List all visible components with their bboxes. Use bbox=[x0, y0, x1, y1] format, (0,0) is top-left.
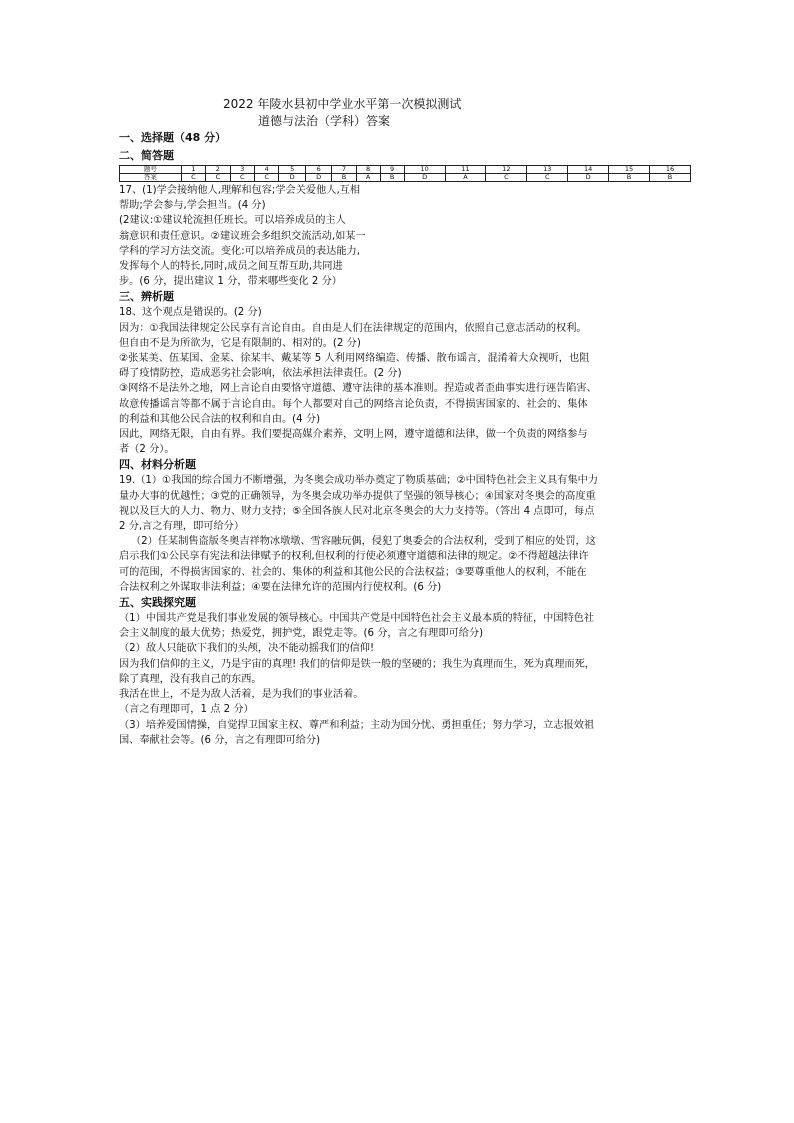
text-line: 合法权利之外谋取非法利益；④要在法律允许的范围内行使权利。(6 分) bbox=[119, 581, 442, 593]
text-line: 18、这个观点是错误的。(2 分) bbox=[119, 307, 262, 319]
table-cell-answer: B bbox=[649, 174, 690, 182]
text-line: 量办大事的优越性；③党的正确领导，为冬奥会成功举办提供了坚强的领导核心；④国家对冬奥会的高度重 bbox=[119, 490, 596, 502]
text-line: 我活在世上，不是为敌人活着，是为我们的事业活着。 bbox=[119, 689, 364, 701]
table-cell-answer: D bbox=[568, 174, 609, 182]
table-cell-number: 12 bbox=[486, 166, 527, 174]
table-cell-answer: A bbox=[356, 174, 380, 182]
table-cell-answer: C bbox=[181, 174, 205, 182]
text-line: ③网络不是法外之地，网上言论自由要恪守道德、遵守法律的基本准则。捏造或者歪曲事实进行诬告陷害、 bbox=[119, 383, 597, 395]
section-heading-1: 一、选择题（48 分） bbox=[119, 131, 227, 144]
text-line: 国、奉献社会等。(6 分，言之有理即可给分) bbox=[119, 734, 321, 746]
table-cell-number: 7 bbox=[332, 166, 356, 174]
table-cell-number: 8 bbox=[356, 166, 380, 174]
table-cell-answer: D bbox=[305, 174, 332, 182]
table-cell-number: 11 bbox=[445, 166, 486, 174]
page-title: 2022 年陵水县初中学业水平第一次模拟测试 bbox=[223, 97, 462, 111]
table-cell-number: 10 bbox=[404, 166, 445, 174]
text-line: 的利益和其他公民合法的权利和自由。(4 分) bbox=[119, 413, 321, 425]
text-line: （言之有理即可，1 点 2 分） bbox=[119, 704, 254, 716]
text-line: 者（2 分）。 bbox=[119, 444, 175, 456]
text-line: 步。(6 分，提出建议 1 分，带来哪些变化 2 分） bbox=[119, 276, 342, 288]
table-cell-number: 4 bbox=[255, 166, 279, 174]
text-line: 17、(1)学会接纳他人,理解和包容;学会关爱他人,互相 bbox=[119, 185, 361, 196]
table-cell-answer: C bbox=[230, 174, 254, 182]
table-cell-answer: B bbox=[380, 174, 404, 182]
table-cell-answer: B bbox=[609, 174, 650, 182]
question-17 bbox=[119, 183, 689, 289]
table-cell-number: 6 bbox=[305, 166, 332, 174]
table-cell-number: 14 bbox=[568, 166, 609, 174]
text-line: 19.（1）①我国的综合国力不断增强，为冬奥会成功举办奠定了物质基础；②中国特色社会主义具有集中力 bbox=[119, 475, 599, 487]
text-line: 除了真理，没有我自己的东西。 bbox=[119, 673, 262, 685]
page-subtitle: 道德与法治（学科）答案 bbox=[258, 114, 391, 128]
table-cell-number: 15 bbox=[609, 166, 650, 174]
table-cell-answer: C bbox=[486, 174, 527, 182]
text-line: （2）敌人只能砍下我们的头颅，决不能动摇我们的信仰! bbox=[119, 643, 375, 655]
text-line: （3）培养爱国情操，自觉捍卫国家主权、尊严和利益；主动为国分忧、勇担重任；努力学习，立志报效祖 bbox=[119, 719, 595, 731]
table-cell-number: 13 bbox=[527, 166, 568, 174]
text-line: (2建议:①建议轮流担任班长。可以培养成员的主人 bbox=[119, 215, 346, 227]
table-cell-answer: C bbox=[527, 174, 568, 182]
table-cell-answer: C bbox=[206, 174, 230, 182]
table-cell-answer: D bbox=[404, 174, 445, 182]
table-cell-answer: D bbox=[279, 174, 306, 182]
table-cell-number: 3 bbox=[230, 166, 254, 174]
question-19 bbox=[119, 473, 689, 595]
text-line: 启示我们①公民享有宪法和法律赋予的权利,但权利的行使必须遵守道德和法律的规定。②不得超越法律许 bbox=[119, 551, 589, 563]
text-line: 但自由不是为所欲为，它是有限制的、相对的。(2 分) bbox=[119, 337, 361, 349]
text-line: （2）任某制售盗版冬奥吉祥物冰墩墩、雪容融玩偶，侵犯了奥委会的合法权利，受到了相应的处罚，这 bbox=[131, 536, 596, 548]
section-heading-5: 五、实践探究题 bbox=[119, 596, 196, 610]
text-line: 学科的学习方法交流。变化:可以培养成员的表达能力, bbox=[119, 245, 360, 257]
table-cell-answer: C bbox=[255, 174, 279, 182]
text-line: （1）中国共产党是我们事业发展的领导核心。中国共产党是中国特色社会主义最本质的特征，中国特色社 bbox=[119, 613, 595, 625]
table-cell-number: 5 bbox=[279, 166, 306, 174]
section-heading-4: 四、材料分析题 bbox=[119, 458, 196, 472]
text-line: 碍了疫情防控，造成恶劣社会影响，依法承担法律责任。(2 分) bbox=[119, 368, 402, 380]
text-line: 因此，网络无限，自由有界。我们要提高媒介素养，文明上网，遵守道德和法律，做一个负责的网络参与 bbox=[119, 429, 588, 441]
table-cell-number: 9 bbox=[380, 166, 404, 174]
text-line: 因为：①我国法律规定公民享有言论自由。自由是人们在法律规定的范围内，依照自己意志活动的权利。 bbox=[119, 322, 587, 334]
text-line: 视以及巨大的人力、物力、财力支持；⑤全国各族人民对北京冬奥会的大力支持等。（答出 4 点即可，每点 bbox=[119, 505, 595, 517]
table-cell-number: 2 bbox=[206, 166, 230, 174]
text-line: 因为我们信仰的主义，乃是宇宙的真理! 我们的信仰是铁一般的坚硬的；我生为真理而生，死为真理而死， bbox=[119, 658, 595, 670]
table-row bbox=[120, 166, 691, 174]
question-20 bbox=[119, 611, 689, 748]
text-line: ②张某美、伍某国、金某、徐某丰、戴某等 5 人利用网络编造、传播、散布谣言，混淆着大众视听，也阻 bbox=[119, 353, 590, 365]
table-cell-number: 16 bbox=[649, 166, 690, 174]
table-cell-header: 答案 bbox=[120, 174, 182, 182]
answer-table bbox=[119, 165, 691, 182]
table-cell-answer: A bbox=[445, 174, 486, 182]
table-cell-header: 题号 bbox=[120, 166, 182, 174]
text-line: 可的范围，不得损害国家的、社会的、集体的利益和其他公民的合法权益；③要尊重他人的权利，不能在 bbox=[119, 566, 587, 578]
table-cell-number: 1 bbox=[181, 166, 205, 174]
section-heading-2: 二、简答题 bbox=[119, 149, 174, 162]
text-line: 会主义制度的最大优势；热爱党，拥护党，跟党走等。(6 分，言之有理即可给分) bbox=[119, 628, 484, 640]
text-line: 翁意识和责任意识。②建议班会多组织交流活动,如某一 bbox=[119, 230, 366, 242]
text-line: 发挥每个人的特长,同时,成员之间互帮互助,共同进 bbox=[119, 261, 343, 273]
question-18 bbox=[119, 305, 689, 457]
text-line: 帮助;学会参与,学会担当。(4 分) bbox=[119, 200, 266, 212]
answer-sheet bbox=[119, 96, 689, 748]
table-row bbox=[120, 174, 691, 182]
section-heading-3: 三、辨析题 bbox=[119, 290, 174, 304]
text-line: 故意传播谣言等都不属于言论自由。每个人都要对自己的网络言论负责，不得损害国家的、社会的、集体 bbox=[119, 398, 588, 410]
table-cell-answer: B bbox=[332, 174, 356, 182]
text-line: 2 分,言之有理，即可给分） bbox=[119, 521, 245, 533]
